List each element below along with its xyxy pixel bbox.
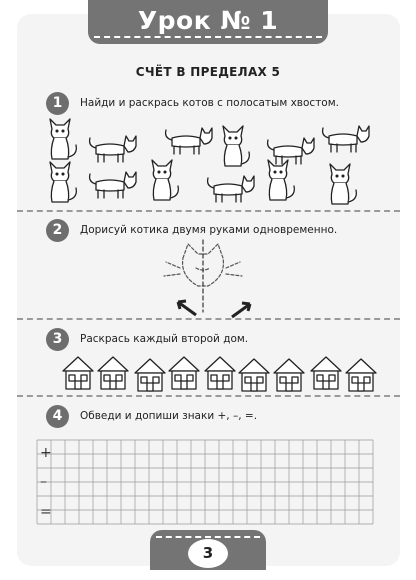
task-1-number: 1 xyxy=(46,92,69,115)
footer-banner-stitch xyxy=(156,536,260,538)
task-4-number: 4 xyxy=(46,405,69,428)
task-3-text: Раскрась каждый второй дом. xyxy=(80,333,249,345)
task-2-text: Дорисуй котика двумя руками одновременно. xyxy=(80,224,338,236)
row-1-sign: + xyxy=(40,445,52,461)
cats-row-1 xyxy=(50,119,369,166)
section-title: СЧЁТ В ПРЕДЕЛАХ 5 xyxy=(135,65,281,79)
arrow-right-icon xyxy=(232,303,250,317)
task-1-text: Найди и раскрась котов с полосатым хвостом. xyxy=(80,97,339,109)
writing-grid xyxy=(37,440,373,524)
arrow-left-icon xyxy=(178,301,196,315)
symmetry-cat-face xyxy=(164,240,242,312)
lesson-title: Урок № 1 xyxy=(137,6,279,35)
houses-row xyxy=(63,357,376,391)
task-4-text: Обведи и допиши знаки +, –, =. xyxy=(80,410,258,422)
task-3-number: 3 xyxy=(46,328,69,351)
row-3-sign: = xyxy=(40,504,52,520)
cats-row-2 xyxy=(50,160,356,204)
page-number: 3 xyxy=(188,539,228,568)
row-2-sign: – xyxy=(40,474,47,490)
task-2-number: 2 xyxy=(46,219,69,242)
